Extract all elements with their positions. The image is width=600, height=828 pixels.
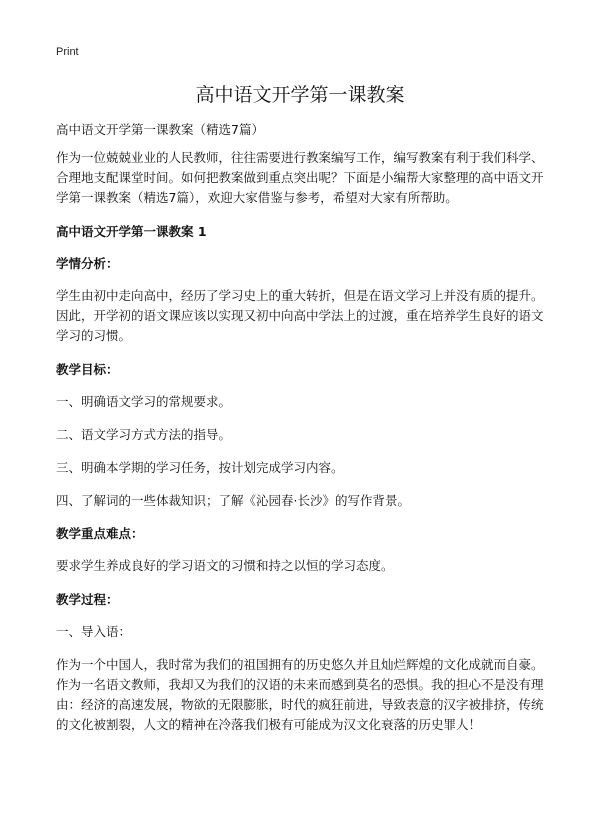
heading-focus: 教学重点难点： — [56, 526, 144, 541]
print-link[interactable]: Print — [56, 46, 79, 58]
section-heading: 高中语文开学第一课教案 1 — [56, 224, 207, 239]
heading-process: 教学过程： — [56, 592, 119, 607]
goal-item: 一、明确语文学习的常规要求。 — [56, 394, 232, 409]
intro-paragraph: 作为一位兢兢业业的人民教师，往往需要进行教案编写工作，编写教案有利于我们科学、合理地支配课堂时间。如何把教案做到重点突出呢？下面是小编帮大家整理的高中语文开学第一课教案（精选7篇），欢迎大家借鉴与参考，希望对大家有所帮助。 — [56, 150, 544, 205]
document-body — [56, 120, 554, 749]
goal-item: 二、语文学习方式方法的指导。 — [56, 427, 232, 442]
focus-paragraph: 要求学生养成良好的学习语文的习惯和持之以恒的学习态度。 — [56, 558, 394, 573]
goal-item: 四、了解词的一些体裁知识；了解《沁园春·长沙》的写作背景。 — [56, 493, 410, 508]
process-step-paragraph: 作为一个中国人，我时常为我们的祖国拥有的历史悠久并且灿烂辉煌的文化成就而自豪。作为一名语文教师，我却又为我们的汉语的未来而感到莫名的恐惧。我的担心不是没有理由：经济的高速发展，物欲的无限膨胀，时代的疯狂前进，导致表意的汉字被排挤，传统的文化被割裂，人文的精神在冷落我们极有可能成为汉文化衰落的历史罪人！ — [56, 657, 544, 732]
goal-item: 三、明确本学期的学习任务，按计划完成学习内容。 — [56, 460, 344, 475]
document-title: 高中语文开学第一课教案 — [195, 84, 405, 106]
heading-analysis: 学情分析： — [56, 256, 119, 271]
document-subtitle: 高中语文开学第一课教案（精选7篇） — [56, 122, 264, 137]
heading-goals: 教学目标： — [56, 362, 119, 377]
process-step-label: 一、导入语： — [56, 624, 132, 639]
analysis-paragraph: 学生由初中走向高中，经历了学习史上的重大转折，但是在语文学习上并没有质的提升。因此，开学初的语文课应该以实现又初中向高中学法上的过渡，重在培养学生良好的语文学习的习惯。 — [56, 288, 544, 343]
